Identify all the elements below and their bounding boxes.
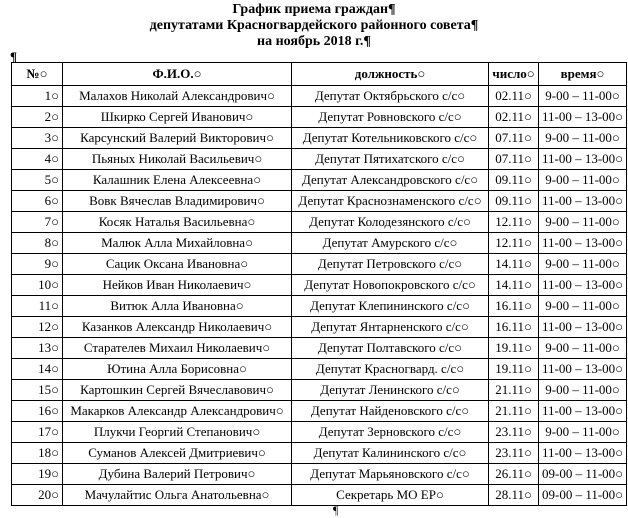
row-position: Депутат Калининского с/с○ [292, 443, 489, 464]
row-number: 16○ [12, 401, 63, 422]
row-date: 26.11○ [489, 464, 539, 485]
row-position: Депутат Найденовского с/с○ [292, 401, 489, 422]
row-fio: Макарков Александр Александрович○ [63, 401, 292, 422]
row-position: Депутат Краснознаменского с/с○ [292, 191, 489, 212]
row-number: 15○ [12, 380, 63, 401]
row-number: 6○ [12, 191, 63, 212]
row-position: Депутат Октябрьского с/с○ [292, 86, 489, 107]
row-date: 23.11○ [489, 422, 539, 443]
row-number: 14○ [12, 359, 63, 380]
row-time: 9-00 – 11-00○ [539, 212, 627, 233]
table-row [12, 191, 627, 212]
row-fio: Малюк Алла Михайловна○ [63, 233, 292, 254]
column-header-date: число○ [489, 63, 539, 86]
row-time: 09-00 – 11-00○ [539, 485, 627, 506]
row-date: 19.11○ [489, 338, 539, 359]
row-number: 13○ [12, 338, 63, 359]
row-position: Депутат Пятихатского с/с○ [292, 149, 489, 170]
row-date: 12.11○ [489, 212, 539, 233]
row-date: 16.11○ [489, 317, 539, 338]
row-date: 07.11○ [489, 128, 539, 149]
row-number: 10○ [12, 275, 63, 296]
row-time: 11-00 – 13-00○ [539, 233, 627, 254]
row-date: 14.11○ [489, 254, 539, 275]
table-row [12, 422, 627, 443]
row-time: 9-00 – 11-00○ [539, 380, 627, 401]
row-date: 19.11○ [489, 359, 539, 380]
row-fio: Калашник Елена Алексеевна○ [63, 170, 292, 191]
row-position: Депутат Зерновского с/с○ [292, 422, 489, 443]
row-time: 9-00 – 11-00○ [539, 170, 627, 191]
table-row [12, 128, 627, 149]
column-header-position: должность○ [292, 63, 489, 86]
row-position: Депутат Янтарненского с/с○ [292, 317, 489, 338]
row-fio: Мачулайтис Ольга Анатольевна○ [63, 485, 292, 506]
table-row [12, 275, 627, 296]
column-header-number: №○ [12, 63, 63, 86]
column-header-fio: Ф.И.О.○ [63, 63, 292, 86]
row-fio: Карсунский Валерий Викторович○ [63, 128, 292, 149]
row-date: 12.11○ [489, 233, 539, 254]
row-fio: Нейков Иван Николаевич○ [63, 275, 292, 296]
row-position: Депутат Петровского с/с○ [292, 254, 489, 275]
row-time: 9-00 – 11-00○ [539, 86, 627, 107]
row-date: 07.11○ [489, 149, 539, 170]
row-time: 11-00 – 13-00○ [539, 275, 627, 296]
doc-title-line-3: на ноябрь 2018 г.¶ [257, 34, 371, 49]
row-position: Депутат Полтавского с/с○ [292, 338, 489, 359]
row-position: Депутат Клепининского с/с○ [292, 296, 489, 317]
row-time: 9-00 – 11-00○ [539, 296, 627, 317]
row-number: 12○ [12, 317, 63, 338]
table-row [12, 212, 627, 233]
doc-title-line-2: депутатами Красногвардейского районного совета¶ [149, 18, 479, 33]
row-date: 28.11○ [489, 485, 539, 506]
row-time: 11-00 – 13-00○ [539, 149, 627, 170]
row-number: 11○ [12, 296, 63, 317]
row-time: 9-00 – 11-00○ [539, 128, 627, 149]
table-row [12, 485, 627, 506]
column-header-time: время○ [539, 63, 627, 86]
table-row [12, 86, 627, 107]
row-number: 20○ [12, 485, 63, 506]
row-position: Депутат Александровского с/с○ [292, 170, 489, 191]
doc-title-line-1: График приема граждан¶ [232, 2, 396, 17]
schedule-table [11, 62, 627, 506]
row-position: Депутат Колодезянского с/с○ [292, 212, 489, 233]
row-position: Депутат Амурского с/с○ [292, 233, 489, 254]
row-fio: Казанков Александр Николаевич○ [63, 317, 292, 338]
table-row [12, 254, 627, 275]
row-number: 3○ [12, 128, 63, 149]
row-time: 11-00 – 13-00○ [539, 191, 627, 212]
row-date: 09.11○ [489, 191, 539, 212]
table-row [12, 149, 627, 170]
row-position: Депутат Новопокровского с/с○ [292, 275, 489, 296]
row-date: 09.11○ [489, 170, 539, 191]
table-row [12, 170, 627, 191]
row-fio: Вовк Вячеслав Владимирович○ [63, 191, 292, 212]
row-number: 7○ [12, 212, 63, 233]
row-date: 16.11○ [489, 296, 539, 317]
row-fio: Пьяных Николай Васильевич○ [63, 149, 292, 170]
table-header-row [12, 63, 627, 86]
row-date: 02.11○ [489, 107, 539, 128]
row-time: 11-00 – 13-00○ [539, 443, 627, 464]
row-time: 9-00 – 11-00○ [539, 422, 627, 443]
row-number: 2○ [12, 107, 63, 128]
table-row [12, 380, 627, 401]
row-position: Депутат Котельниковского с/с○ [292, 128, 489, 149]
row-number: 18○ [12, 443, 63, 464]
row-fio: Старателев Михаил Николаевич○ [63, 338, 292, 359]
row-fio: Малахов Николай Александрович○ [63, 86, 292, 107]
row-position: Секретарь МО ЕР○ [292, 485, 489, 506]
table-row [12, 317, 627, 338]
row-fio: Плукчи Георгий Степанович○ [63, 422, 292, 443]
row-fio: Ютина Алла Борисовна○ [63, 359, 292, 380]
table-row [12, 401, 627, 422]
row-time: 9-00 – 11-00○ [539, 338, 627, 359]
end-paragraph-mark: ¶ [333, 503, 339, 517]
table-row [12, 338, 627, 359]
row-time: 11-00 – 13-00○ [539, 401, 627, 422]
row-fio: Шкирко Сергей Иванович○ [63, 107, 292, 128]
row-fio: Картошкин Сергей Вячеславович○ [63, 380, 292, 401]
row-number: 4○ [12, 149, 63, 170]
row-number: 19○ [12, 464, 63, 485]
row-position: Депутат Красногвард. с/с○ [292, 359, 489, 380]
table-row [12, 233, 627, 254]
table-row [12, 296, 627, 317]
row-number: 8○ [12, 233, 63, 254]
row-fio: Суманов Алексей Дмитриевич○ [63, 443, 292, 464]
row-number: 17○ [12, 422, 63, 443]
table-row [12, 443, 627, 464]
row-fio: Дубина Валерий Петрович○ [63, 464, 292, 485]
row-time: 09-00 – 11-00○ [539, 464, 627, 485]
row-time: 11-00 – 13-00○ [539, 317, 627, 338]
row-fio: Косяк Наталья Васильевна○ [63, 212, 292, 233]
row-date: 21.11○ [489, 380, 539, 401]
table-row [12, 464, 627, 485]
row-position: Депутат Ленинского с/с○ [292, 380, 489, 401]
row-fio: Витюк Алла Ивановна○ [63, 296, 292, 317]
row-date: 23.11○ [489, 443, 539, 464]
row-time: 9-00 – 11-00○ [539, 254, 627, 275]
row-number: 9○ [12, 254, 63, 275]
row-time: 11-00 – 13-00○ [539, 359, 627, 380]
paragraph-mark: ¶ [10, 49, 18, 64]
table-row [12, 107, 627, 128]
row-time: 11-00 – 13-00○ [539, 107, 627, 128]
row-date: 02.11○ [489, 86, 539, 107]
row-date: 21.11○ [489, 401, 539, 422]
row-date: 14.11○ [489, 275, 539, 296]
table-row [12, 359, 627, 380]
row-number: 1○ [12, 86, 63, 107]
row-fio: Сацик Оксана Ивановна○ [63, 254, 292, 275]
row-position: Депутат Ровновского с/с○ [292, 107, 489, 128]
row-number: 5○ [12, 170, 63, 191]
row-position: Депутат Марьяновского с/с○ [292, 464, 489, 485]
